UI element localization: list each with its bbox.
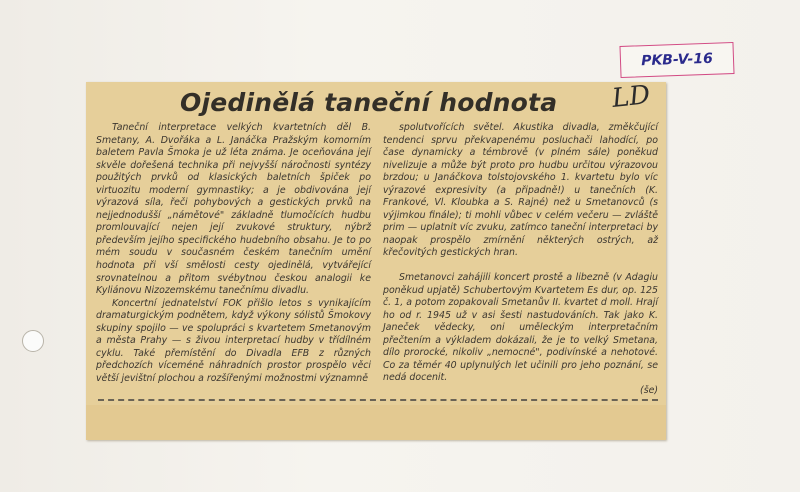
- paragraph: spolutvořících světel. Akustika divadla, změkčující tendenci sprvu překvapenému posluchači lahodící, po čase dynamicky a témbrově (v plném sále) poněkud nivelizuje a může být proto pro hudbu určitou výrazovou brzdou; u Janáčkova tolstojovského 1. kvartetu bylo víc výrazové expresivity (a připadně!) u tanečních (K. Frankové, Vl. Kloubka a S. Rajné) než u Smetanovců (s výjimkou finále); ti mohli vůbec v celém večeru — zvláště prim — uplatnit víc zvuku, zatímco taneční interpretaci by naopak prospělo zmírnění některých ostrých, až křečovitých gestických hran.: [383, 122, 658, 259]
- paragraph: Smetanovci zahájili koncert prostě a libezně (v Adagiu poněkud upjatě) Schubertovým Kvartetem Es dur, op. 125 č. 1, a potom zopakovali Smetanův II. kvartet d moll. Hrají ho od r. 1945 už v asi šesti nastudováních. Tak jako K. Janeček vědecky, oni uměleckým interpretačním přečtením a výkladem dokázali, že je to velký Smetana, dílo prorocké, nikoliv „nemocné", podivínské a nehotové. Co za těmér 40 uplynulých let učinili pro jeho poznání, se nedá docenit.: [383, 272, 658, 384]
- left-column: [96, 122, 371, 385]
- author-signature: (še): [640, 384, 658, 396]
- paragraph: Koncertní jednatelství FOK přišlo letos s vynikajícím dramaturgickým podnětem, když výkony sólistů Šmokovy skupiny spojilo — ve spolupráci s kvartetem Smetanovým a města Prahy — s živou interpretací hudby v třídílném cyklu. Také přemístění do Divadla EFB z různých předchozích víceméně náhradních prostor prospělo věci větší jevištní plochou a rozšířenými možnostmi významně: [96, 297, 371, 384]
- clipping-lower-edge: [86, 405, 666, 440]
- right-column: [383, 122, 658, 397]
- dashed-rule: [98, 399, 658, 401]
- archive-label: PKB-V-16: [619, 42, 734, 78]
- article-headline: Ojedinělá taneční hodnota: [180, 88, 558, 117]
- handwritten-mark: LD: [610, 80, 652, 114]
- punch-hole: [22, 330, 44, 352]
- paragraph: Taneční interpretace velkých kvartetních děl B. Smetany, A. Dvořáka a L. Janáčka Pražským komorním baletem Pavla Šmoka je už léta známa. Je oceňována její skvěle dořešená technika při nejvyšší náročnosti syntézy použitých prvků od klasických baletních špiček po virtuozitu moderní gymnastiky; a je obdivována její výrazová síla, řeči pohybových a gestických prvků na nejjednodušší „námětové" základně tlumočících hudbu promlouvající nejen její zvukové struktury, nýbrž především jejího specifického hudebního obsahu. Je to po mém soudu v současném českém tanečním umění hodnota při vší smělosti cesty ojedinělá, vytvářející srovnatelnou a přitom svébytnou českou analogii ke Kyliánovu Nizozemskému tanečnímu divadlu.: [96, 122, 371, 297]
